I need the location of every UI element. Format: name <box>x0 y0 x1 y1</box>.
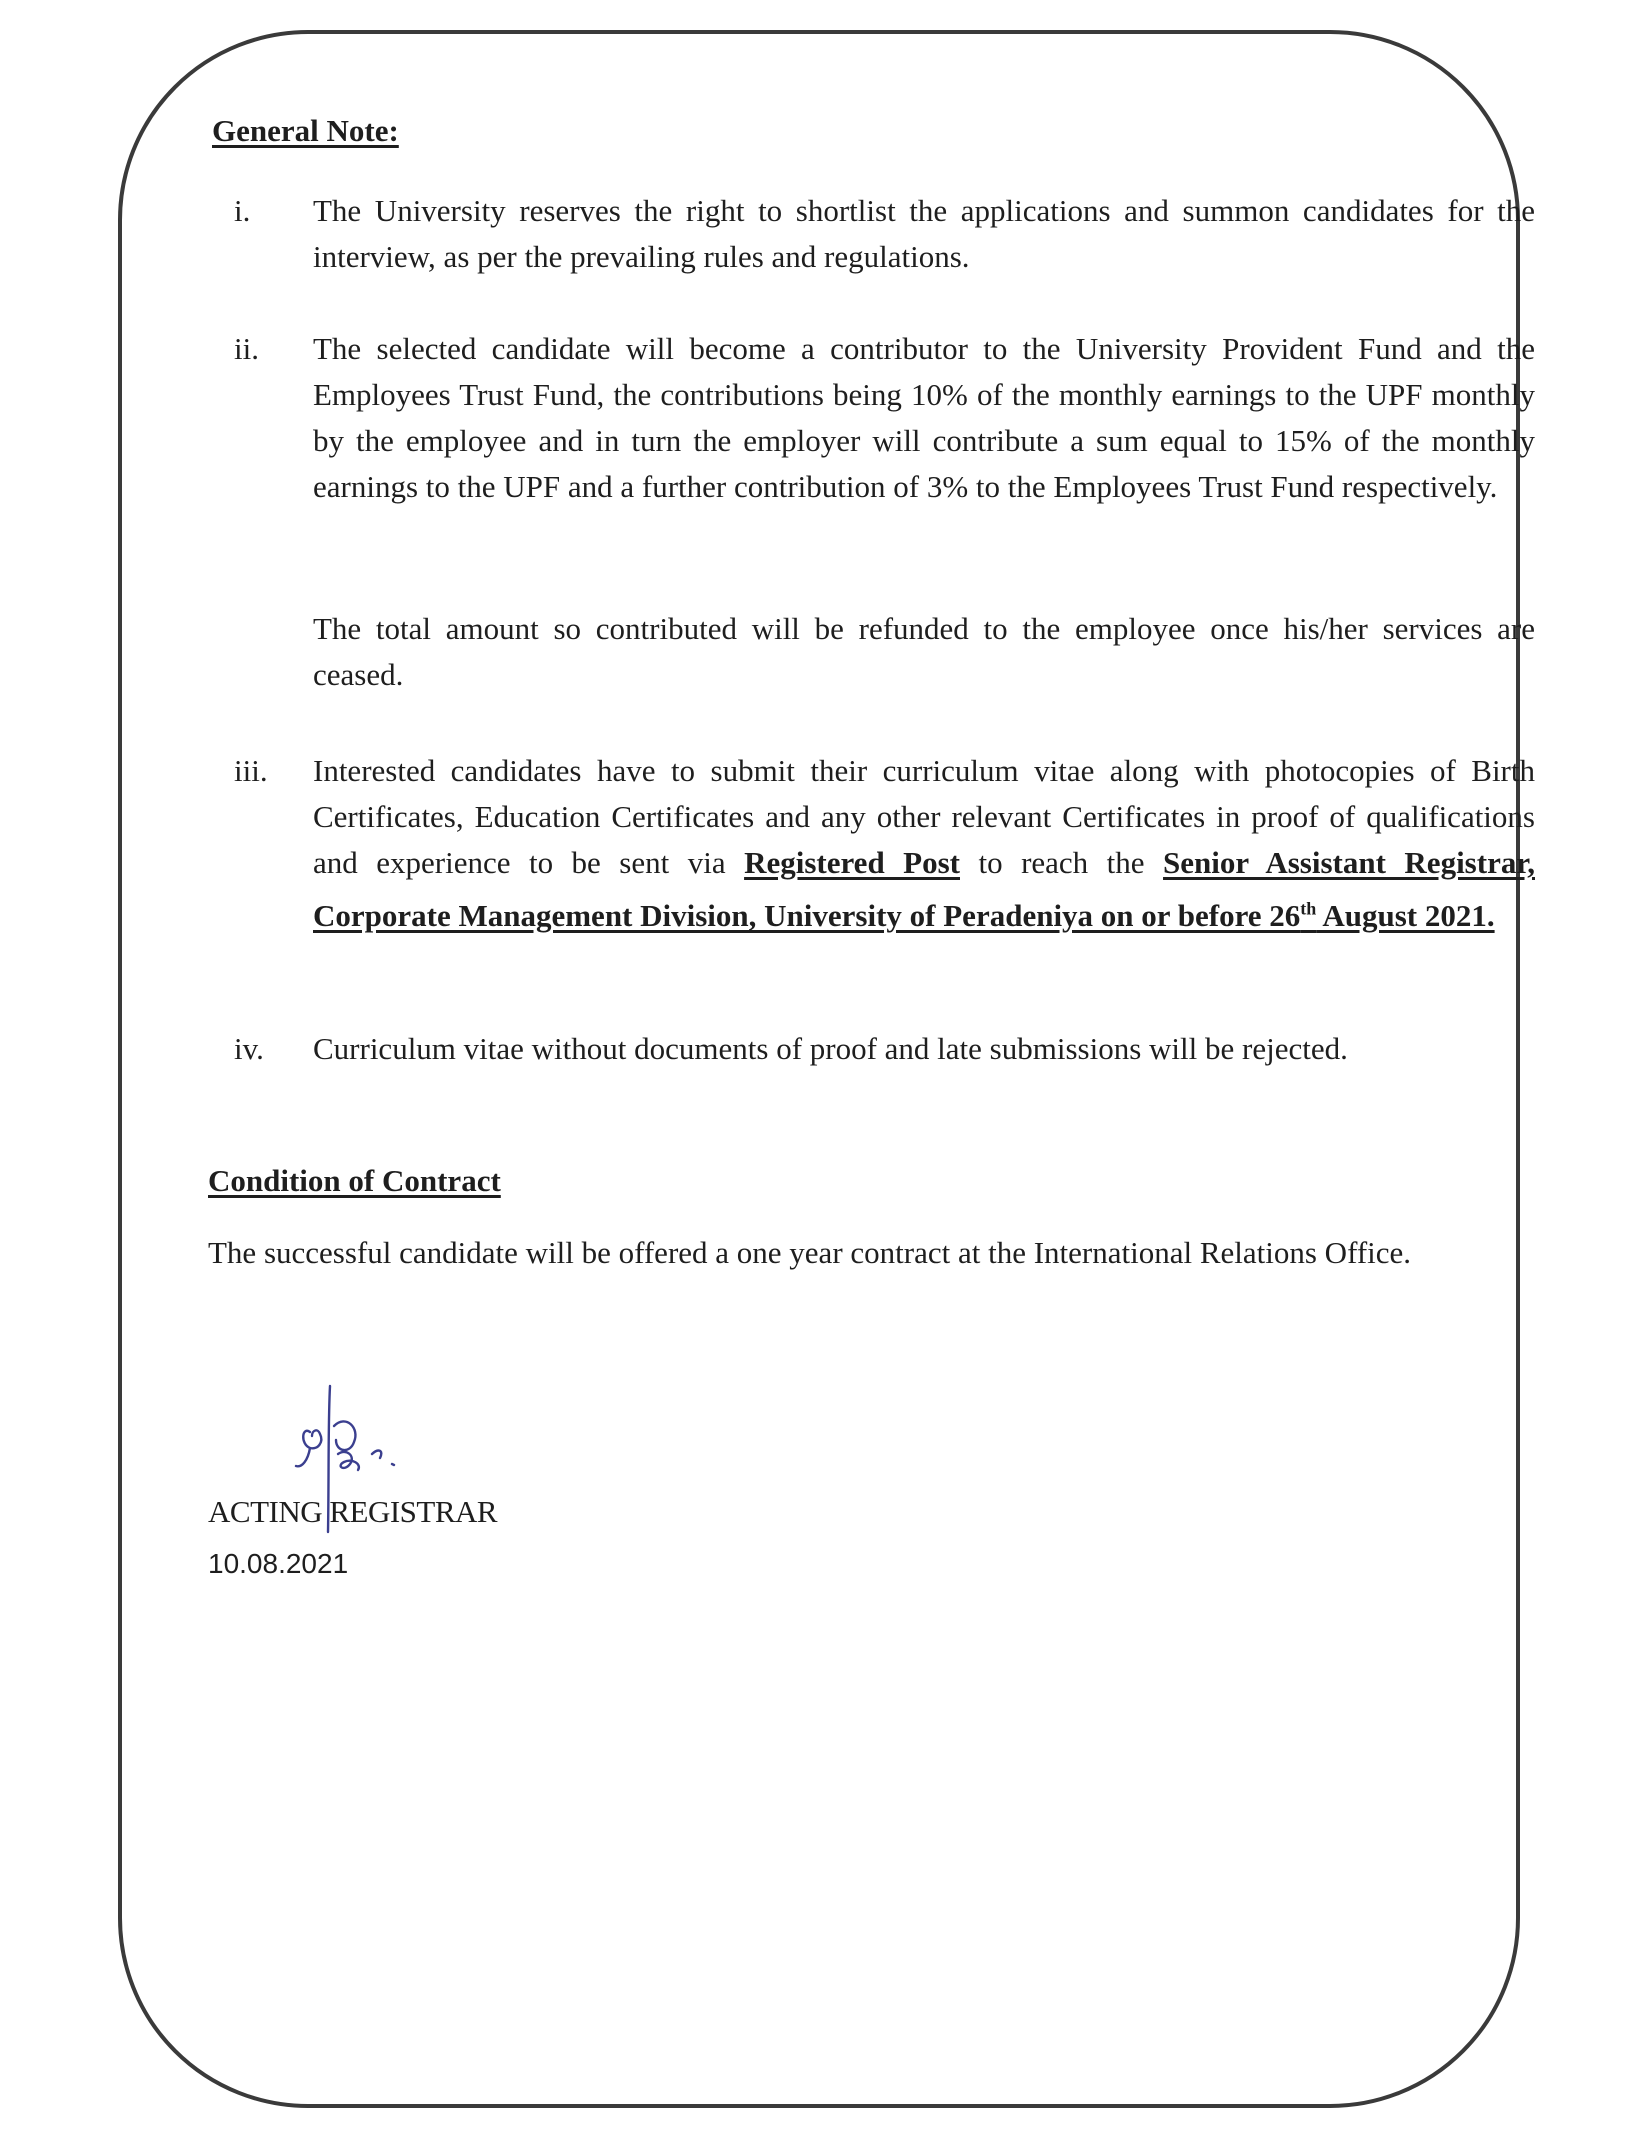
note-number: i. <box>234 193 251 228</box>
contract-text: The successful candidate will be offered a one year contract at the International Relations Office. <box>208 1235 1412 1270</box>
registered-post-emphasis: Registered Post <box>744 845 960 880</box>
deadline-text: August 2021. <box>1316 898 1495 934</box>
recipient-text: Senior Assistant Registrar, Corporate Management Division, University of Peradeniya on or before 26 <box>313 845 1535 934</box>
note-number: iii. <box>234 753 268 788</box>
note-item-3 <box>208 748 1535 939</box>
ordinal-suffix: th <box>1300 899 1317 919</box>
sign-date: 10.08.2021 <box>208 1548 349 1579</box>
note-number: ii. <box>234 331 259 366</box>
signer-title: ACTING REGISTRAR <box>208 1494 498 1529</box>
note-text: The University reserves the right to shortlist the applications and summon candidates for the interview, as per the prevailing rules and regulations. <box>313 193 1535 274</box>
contract-heading: Condition of Contract <box>208 1163 501 1198</box>
note-text-part: to reach the <box>960 845 1164 880</box>
note-text: The selected candidate will become a contributor to the University Provident Fund and the Employees Trust Fund, the contributions being 10% of the monthly earnings to the UPF monthly by the employee and in turn the employer will contribute a sum equal to 15% of the monthly earnings to the UPF and a further contribution of 3% to the Employees Trust Fund respectively. <box>313 331 1535 504</box>
note-text: The total amount so contributed will be refunded to the employee once his/her services are ceased. <box>313 611 1535 692</box>
general-note-heading: General Note: <box>212 113 399 148</box>
note-text <box>313 748 1535 939</box>
note-item-2 <box>208 326 1535 510</box>
note-item-2-continuation <box>208 606 1535 698</box>
note-item-4 <box>208 1026 1535 1072</box>
note-text: Curriculum vitae without documents of proof and late submissions will be rejected. <box>313 1031 1348 1066</box>
note-text-part: Interested candidates have to submit their curriculum vitae along with photocopies of Birth Certificates, Education Certificates and any other relevant Certificates in proof of qualifications and experience to be sent via <box>313 753 1535 880</box>
note-item-1 <box>208 188 1535 280</box>
note-number: iv. <box>234 1031 264 1066</box>
